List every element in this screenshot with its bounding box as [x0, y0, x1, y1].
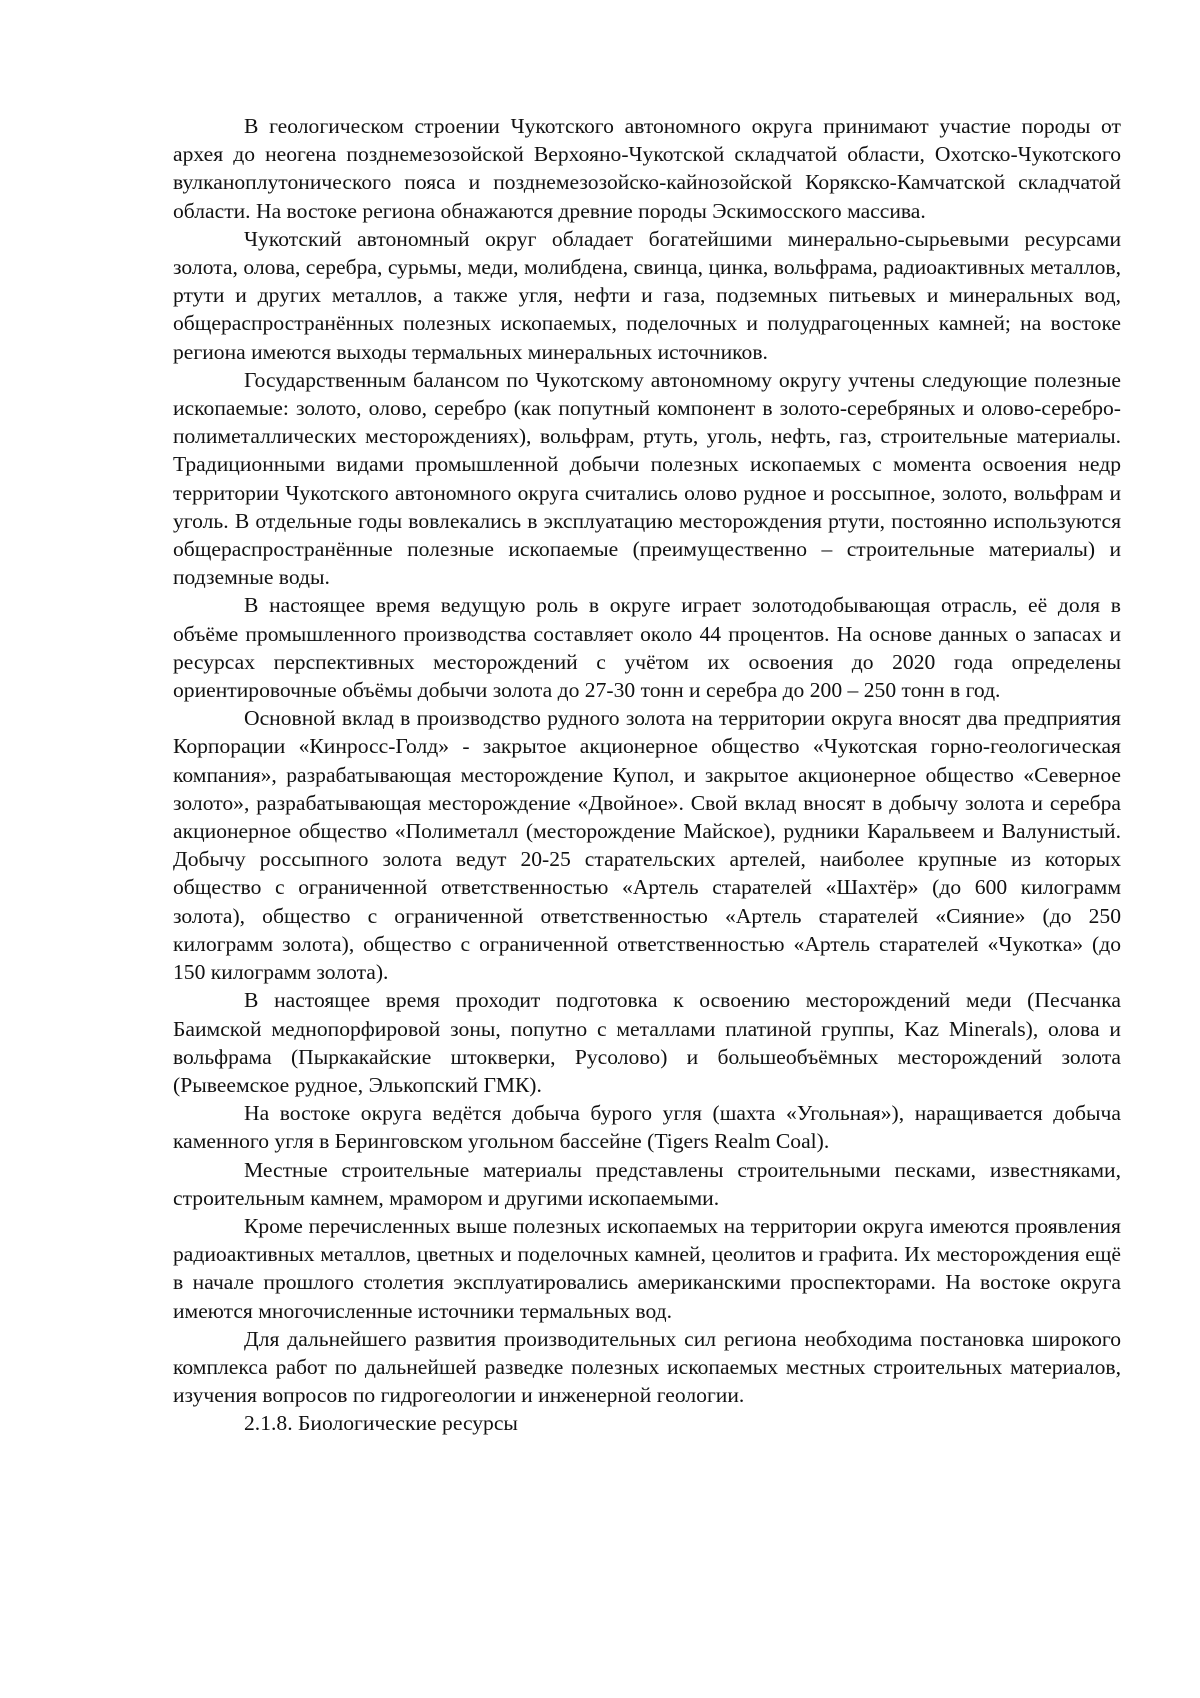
paragraph-coal: На востоке округа ведётся добыча бурого угля (шахта «Угольная»), наращивается добыча каменного угля в Беринговском угольном бассейне (Tigers Realm Coal). — [173, 1101, 1121, 1154]
paragraph-geology: В геологическом строении Чукотского автономного округа принимают участие породы от архея до неогена позднемезозойской Верхояно-Чукотской складчатой области, Охотско-Чукотского вулканоплутонического пояса и позднемезозойско-кайнозойской Корякско-Камчатской складчатой области. На востоке региона обнажаются древние породы Эскимосского массива. — [173, 114, 1121, 223]
paragraph-mineral-resources: Чукотский автономный округ обладает богатейшими минерально-сырьевыми ресурсами золота, олова, серебра, сурьмы, меди, молибдена, свинца, цинка, вольфрама, радиоактивных металлов, ртути и других металлов, а также угля, нефти и газа, подземных питьевых и минеральных вод, общераспространённых полезных ископаемых, поделочных и полудрагоценных камней; на востоке региона имеются выходы термальных минеральных источников. — [173, 226, 1121, 364]
paragraph-new-deposits: В настоящее время проходит подготовка к освоению месторождений меди (Песчанка Баимской меднопорфировой зоны, попутно с металлами платиной группы, Kaz Minerals), олова и вольфрама (Пыркакайские штокверки, Русолово) и большеобъёмных месторождений золота (Рывеемское рудное, Элькопский ГМК). — [173, 988, 1121, 1097]
paragraph-other-minerals: Кроме перечисленных выше полезных ископаемых на территории округа имеются проявления радиоактивных металлов, цветных и поделочных камней, цеолитов и графита. Их месторождения ещё в начале прошлого столетия эксплуатировались американскими проспекторами. На востоке округа имеются многочисленные источники термальных вод. — [173, 1213, 1121, 1323]
paragraph-gold-industry: В настоящее время ведущую роль в округе играет золотодобывающая отрасль, её доля в объёме промышленного производства составляет около 44 процентов. На основе данных о запасах и ресурсах перспективных месторождений с учётом их освоения до 2020 года определены ориентировочные объёмы добычи золота до 27-30 тонн и серебра до 200 – 250 тонн в год. — [173, 593, 1121, 703]
paragraph-further-development: Для дальнейшего развития производительных сил региона необходима постановка широкого комплекса работ по дальнейшей разведке полезных ископаемых местных строительных материалов, изучения вопросов по гидрогеологии и инженерной геологии. — [173, 1326, 1121, 1408]
document-page — [173, 112, 1121, 1438]
section-heading: 2.1.8. Биологические ресурсы — [244, 1411, 518, 1436]
paragraph-gold-producers: Основной вклад в производство рудного золота на территории округа вносят два предприятия Корпорации «Кинросс-Голд» - закрытое акционерное общество «Чукотская горно-геологическая компания», разрабатывающая месторождение Купол, и закрытое акционерное общество «Северное золото», разрабатывающая месторождение «Двойное». Свой вклад вносят в добычу золота и серебра акционерное общество «Полиметалл (месторождение Майское), рудники Каральвеем и Валунистый. Добычу россыпного золота ведут 20-25 старательских артелей, наиболее крупные из которых общество с ограниченной ответственностью «Артель старателей «Шахтёр» (до 600 килограмм золота), общество с ограниченной ответственностью «Артель старателей «Сияние» (до 250 килограмм золота), общество с ограниченной ответственностью «Артель старателей «Чукотка» (до 150 килограмм золота). — [173, 706, 1121, 985]
paragraph-building-materials: Местные строительные материалы представлены строительными песками, известняками, строительным камнем, мрамором и другими ископаемыми. — [173, 1157, 1121, 1210]
paragraph-state-balance: Государственным балансом по Чукотскому автономному округу учтены следующие полезные ископаемые: золото, олово, серебро (как попутный компонент в золото-серебряных и олово-серебро-полиметаллических месторождениях), вольфрам, ртуть, уголь, нефть, газ, строительные материалы. Традиционными видами промышленной добычи полезных ископаемых с момента освоения недр территории Чукотского автономного округа считались олово рудное и россыпное, золото, вольфрам и уголь. В отдельные годы вовлекались в эксплуатацию месторождения ртути, постоянно используются общераспространённые полезные ископаемые (преимущественно – строительные материалы) и подземные воды. — [173, 367, 1121, 590]
